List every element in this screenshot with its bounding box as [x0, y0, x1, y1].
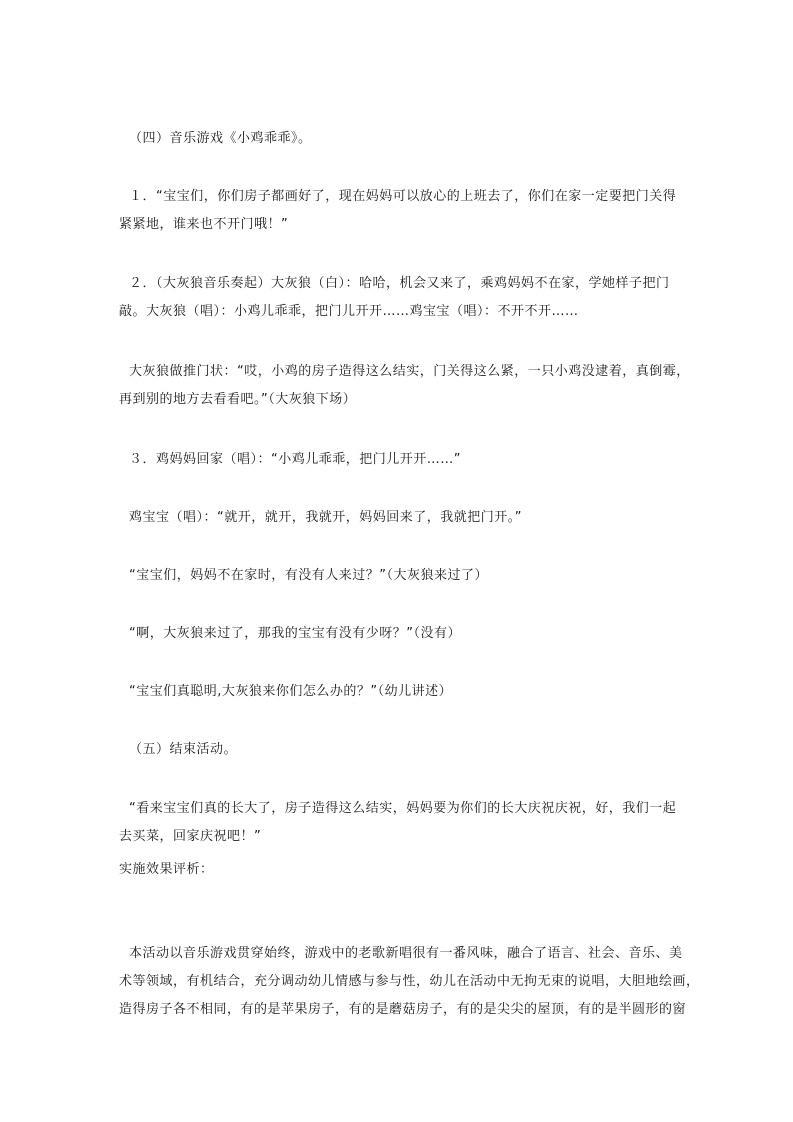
- paragraph-wolf-push: [119, 358, 690, 414]
- text-line: 术等领域，有机结合，充分调动幼儿情感与参与性，幼儿在活动中无拘无束的说唱，大胆地绘画，: [119, 974, 700, 989]
- text-line: “看来宝宝们真的长大了，房子造得这么结实，妈妈要为你们的长大庆祝庆祝，好，我们一起: [129, 801, 677, 816]
- paragraph-step-3: [119, 446, 685, 474]
- paragraph-closing: [119, 795, 675, 851]
- text-line: 去买菜，回家庆祝吧！”: [119, 829, 262, 844]
- text-line: （五）结束活动。: [129, 742, 238, 757]
- text-line: 实施效果评析：: [119, 862, 214, 877]
- paragraph-dialogue-1: [119, 562, 685, 590]
- text-line: 造得房子各不相同，有的是苹果房子，有的是蘑菇房子，有的是尖尖的屋顶，有的是半圆形的窗: [119, 1002, 687, 1017]
- text-line: 大灰狼做推门状：“哎，小鸡的房子造得这么结实，门关得这么紧，一只小鸡没逮着，真倒霉，: [129, 364, 690, 379]
- text-line: 本活动以音乐游戏贯穿始终，游戏中的老歌新唱很有一番风味，融合了语言、社会、音乐、美: [129, 946, 683, 961]
- paragraph-evaluation: [119, 940, 700, 1024]
- text-line: “宝宝们真聪明,大灰狼来你们怎么办的？”（幼儿讲述）: [129, 684, 453, 699]
- text-line: 再到别的地方去看看吧。”（大灰狼下场）: [119, 392, 357, 407]
- paragraph-step-1: [119, 183, 675, 239]
- text-line: “啊，大灰狼来过了，那我的宝宝有没有少呀？”（没有）: [129, 626, 461, 641]
- text-line: ３．鸡妈妈回家（唱）：“小鸡儿乖乖，把门儿开开……”: [129, 452, 461, 467]
- text-line: （四）音乐游戏《小鸡乖乖》。: [129, 131, 312, 146]
- paragraph-chick-sing: [119, 504, 685, 532]
- section-heading-five: [119, 736, 685, 764]
- text-line: １．“宝宝们，你们房子都画好了，现在妈妈可以放心的上班去了，你们在家一定要把门关得: [129, 189, 677, 204]
- paragraph-dialogue-2: [119, 620, 685, 648]
- text-line: ２．（大灰狼音乐奏起）大灰狼（白）：哈哈，机会又来了，乘鸡妈妈不在家，学她样子把门: [129, 276, 670, 291]
- section-heading-four: [119, 125, 685, 153]
- section-heading-evaluation: [119, 856, 675, 884]
- text-line: “宝宝们，妈妈不在家时，有没有人来过？”（大灰狼来过了）: [129, 568, 488, 583]
- paragraph-dialogue-3: [119, 678, 685, 706]
- text-line: 敲。大灰狼（唱）：小鸡儿乖乖，把门儿开开……鸡宝宝（唱）：不开不开……: [119, 304, 579, 319]
- text-line: 紧紧地，谁来也不开门哦！”: [119, 217, 289, 232]
- text-line: 鸡宝宝（唱）：“就开，就开，我就开，妈妈回来了，我就把门开。”: [129, 510, 522, 525]
- paragraph-step-2: [119, 270, 675, 326]
